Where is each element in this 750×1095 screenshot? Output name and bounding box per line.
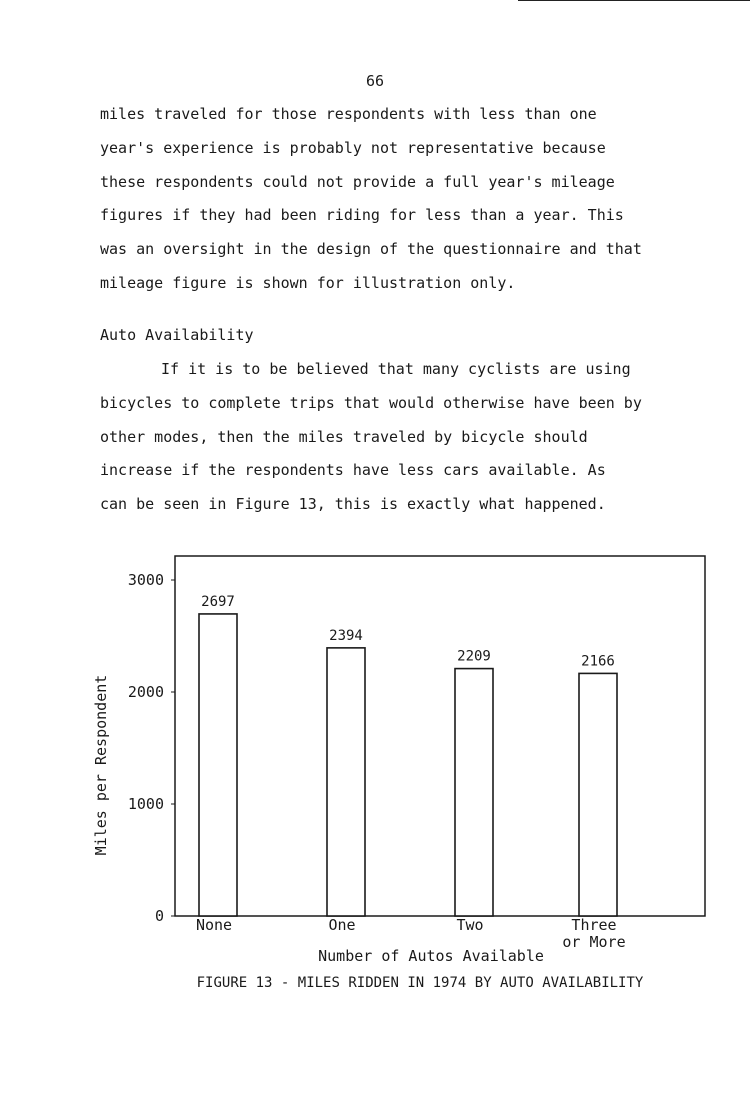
y-tick-label: 1000	[127, 795, 164, 813]
text-line: If it is to be believed that many cyclists are using	[161, 360, 631, 378]
y-tick-label: 0	[154, 907, 164, 925]
bar-value-label: 2394	[329, 627, 363, 644]
text-line: can be seen in Figure 13, this is exactly what happened.	[100, 495, 606, 514]
figure-caption: FIGURE 13 - MILES RIDDEN IN 1974 BY AUTO AVAILABILITY	[196, 975, 644, 991]
text-line: increase if the respondents have less cars available. As	[100, 461, 606, 480]
x-axis-label: Number of Autos Available	[318, 947, 544, 965]
text-line: bicycles to complete trips that would otherwise have been by	[100, 393, 642, 412]
text-line: other modes, then the miles traveled by bicycle should	[100, 427, 588, 446]
bar-value-label: 2697	[201, 593, 235, 610]
page-number: 66	[365, 72, 385, 90]
x-ticks	[196, 916, 626, 951]
top-rule	[518, 0, 750, 1]
bar	[455, 669, 493, 916]
x-tick-label: Three or More	[562, 916, 626, 951]
bar	[199, 614, 237, 916]
x-tick-label: One	[328, 916, 356, 934]
bar	[327, 648, 365, 916]
text-line: miles traveled for those respondents with less than one	[100, 105, 597, 123]
text-line: these respondents could not provide a full year's mileage	[100, 172, 615, 191]
bar-chart	[0, 540, 750, 970]
bar-value-label: 2209	[457, 648, 491, 665]
y-ticks	[128, 571, 175, 925]
text-line: year's experience is probably not representative because	[100, 138, 606, 157]
bar-value-label: 2166	[581, 653, 615, 670]
y-tick-label: 3000	[127, 571, 164, 589]
text-line: figures if they had been riding for less than a year. This	[100, 206, 624, 225]
paragraph-1	[100, 98, 642, 301]
bar	[579, 673, 617, 916]
y-tick-label: 2000	[127, 683, 164, 701]
text-line: mileage figure is shown for illustration only.	[100, 273, 516, 292]
bars	[199, 594, 617, 916]
paragraph-2	[100, 353, 642, 522]
x-tick-label: None	[195, 916, 233, 934]
plot-frame	[175, 556, 705, 916]
x-tick-label: Two	[456, 916, 484, 934]
section-heading: Auto Availability	[100, 326, 254, 344]
y-axis-label: Miles per Respondent	[92, 674, 110, 856]
text-line: was an oversight in the design of the questionnaire and that	[100, 240, 642, 259]
